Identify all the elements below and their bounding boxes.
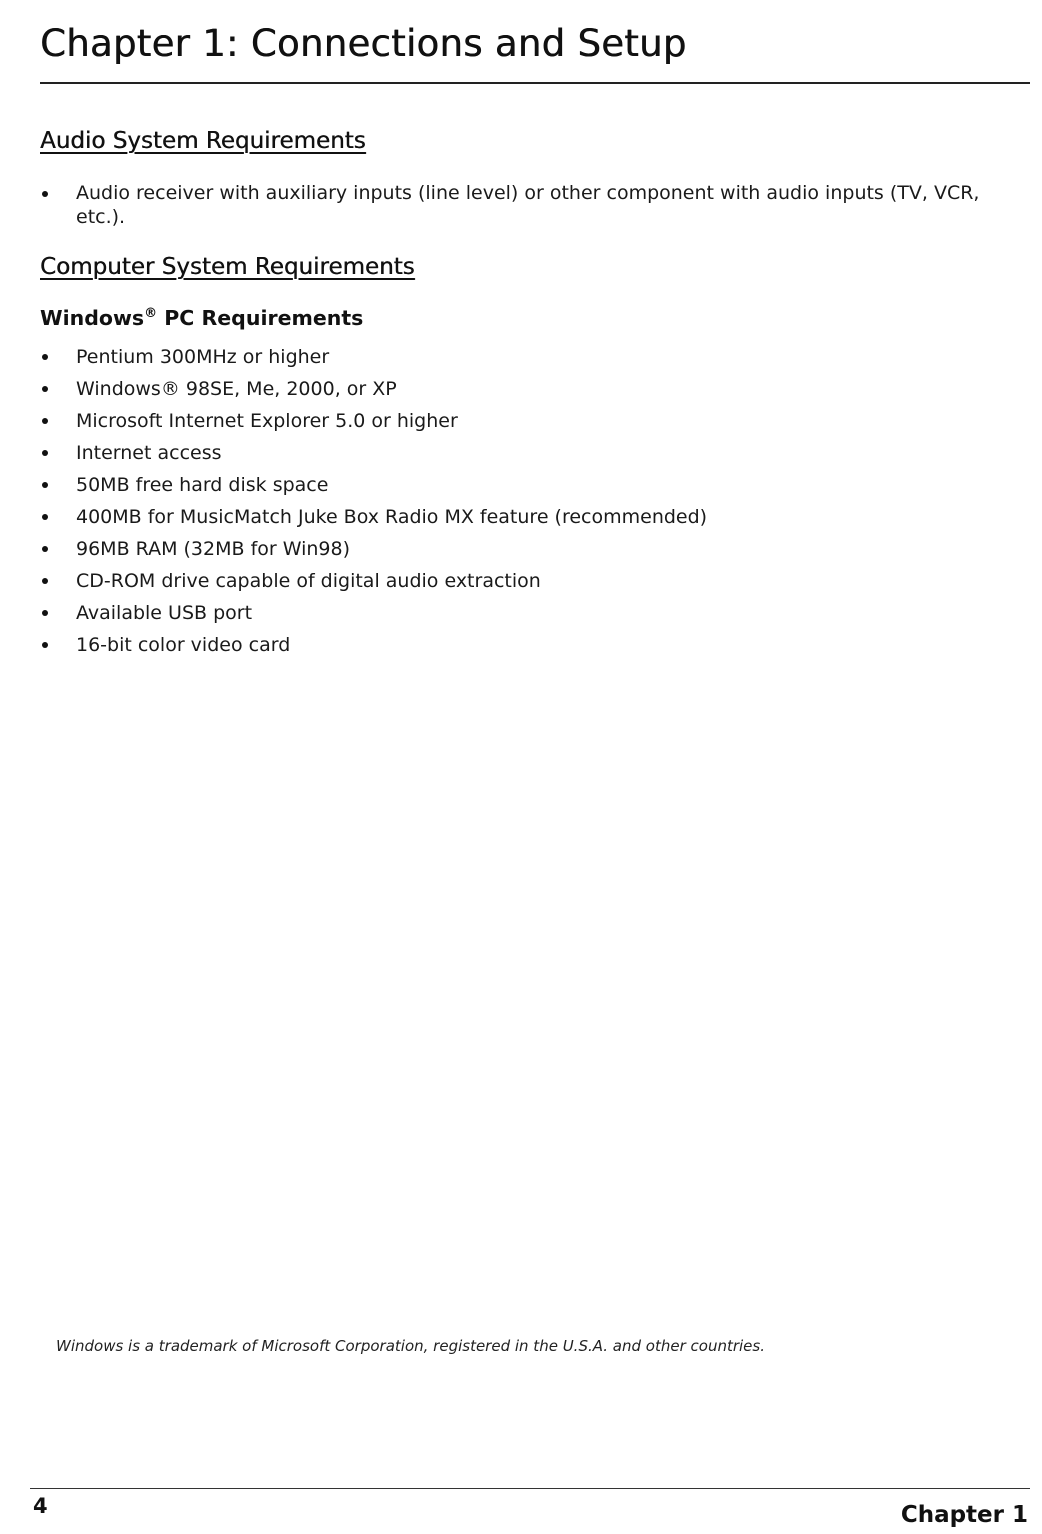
list-item-text: Audio receiver with auxiliary inputs (line level) or other component with audio inputs (TV, VCR, etc.). xyxy=(76,182,980,228)
list-item-text: Available USB port xyxy=(76,602,253,624)
windows-requirements-heading: Windows® PC Requirements xyxy=(40,306,364,330)
list-item xyxy=(40,341,707,373)
list-item xyxy=(40,597,707,629)
list-item-text: Pentium 300MHz or higher xyxy=(76,346,330,368)
bullet-icon xyxy=(42,418,48,424)
list-item xyxy=(40,373,707,405)
audio-requirements-list xyxy=(40,181,1026,229)
list-item-text: 400MB for MusicMatch Juke Box Radio MX feature (recommended) xyxy=(76,506,708,528)
bullet-icon xyxy=(42,191,48,197)
list-item-text: Internet access xyxy=(76,442,222,464)
list-item xyxy=(40,533,707,565)
bullet-icon xyxy=(42,482,48,488)
bullet-icon xyxy=(42,642,48,648)
windows-requirements-list xyxy=(40,341,707,661)
bullet-icon xyxy=(42,578,48,584)
bullet-icon xyxy=(42,546,48,552)
list-item-text: Windows® 98SE, Me, 2000, or XP xyxy=(76,378,397,400)
list-item xyxy=(40,437,707,469)
trademark-footnote: Windows is a trademark of Microsoft Corporation, registered in the U.S.A. and other countries. xyxy=(56,1337,765,1355)
list-item xyxy=(40,405,707,437)
bullet-icon xyxy=(42,450,48,456)
list-item xyxy=(40,181,1026,229)
list-item xyxy=(40,565,707,597)
list-item-text: 96MB RAM (32MB for Win98) xyxy=(76,538,351,560)
bullet-icon xyxy=(42,386,48,392)
list-item-text: 16-bit color video card xyxy=(76,634,291,656)
computer-requirements-heading: Computer System Requirements xyxy=(40,254,415,280)
bullet-icon xyxy=(42,514,48,520)
list-item xyxy=(40,629,707,661)
page-number: 4 xyxy=(33,1494,48,1518)
page-title: Chapter 1: Connections and Setup xyxy=(40,22,687,65)
audio-requirements-heading: Audio System Requirements xyxy=(40,128,366,154)
list-item-text: 50MB free hard disk space xyxy=(76,474,329,496)
footer-chapter-label: Chapter 1 xyxy=(900,1502,1028,1528)
bullet-icon xyxy=(42,354,48,360)
list-item xyxy=(40,469,707,501)
list-item-text: Microsoft Internet Explorer 5.0 or higher xyxy=(76,410,458,432)
footer-divider xyxy=(30,1488,1030,1489)
list-item xyxy=(40,501,707,533)
bullet-icon xyxy=(42,610,48,616)
title-divider xyxy=(40,82,1030,84)
list-item-text: CD-ROM drive capable of digital audio extraction xyxy=(76,570,541,592)
